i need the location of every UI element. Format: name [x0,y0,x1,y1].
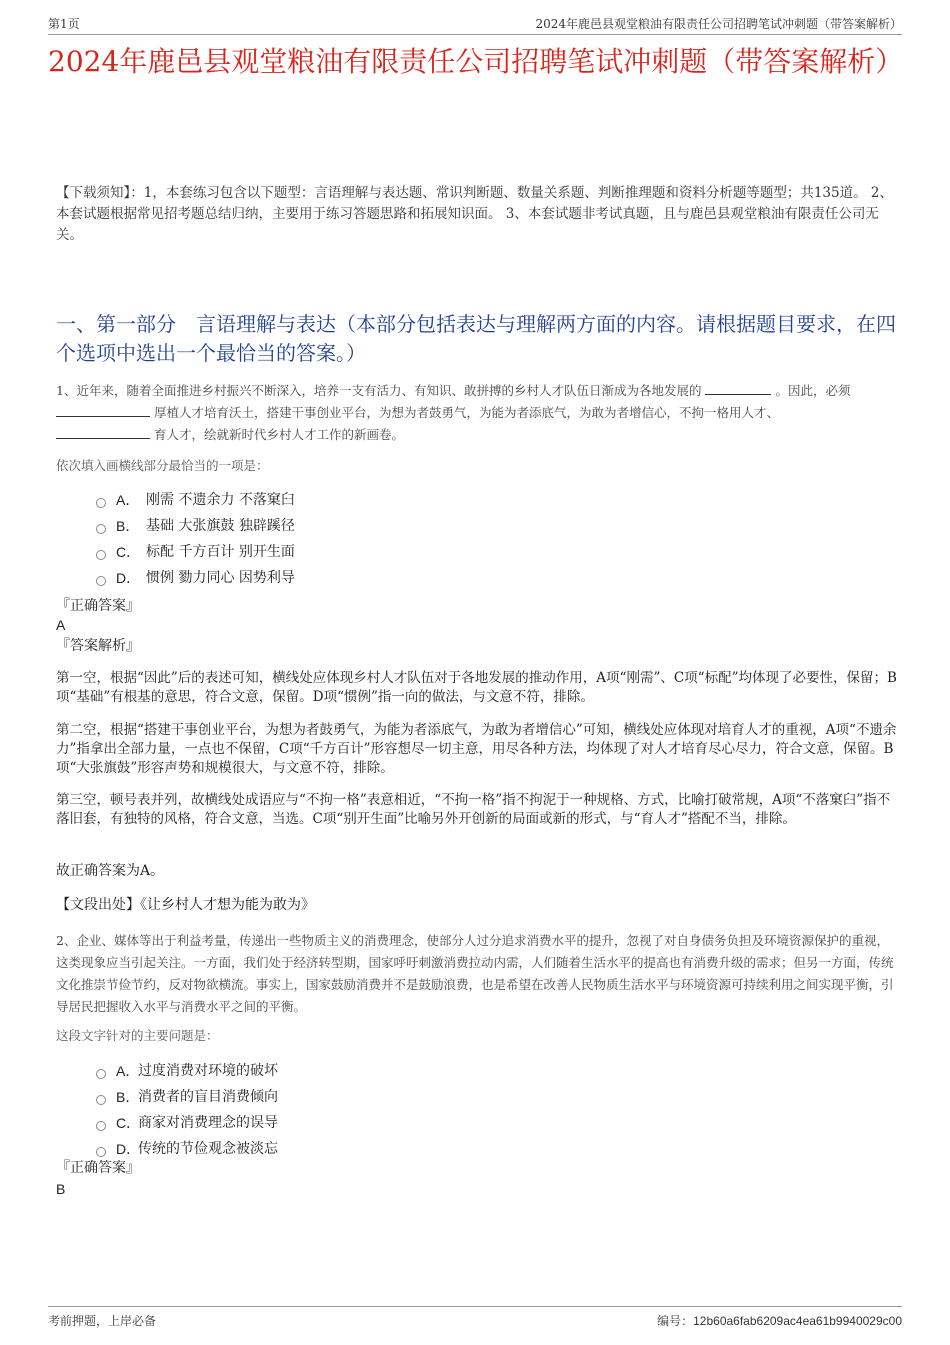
footer-slogan: 考前押题，上岸必备 [48,1313,157,1328]
answer-blank-2 [56,403,150,417]
option-letter: D． [116,1141,141,1157]
question-1 [56,380,900,446]
correct-answer-label: 『正确答案』 [56,598,140,614]
option-letter: D． [116,570,141,586]
radio-icon[interactable] [96,576,106,586]
question-1-prompt: 依次填入画横线部分最恰当的一项是： [56,458,269,473]
option-c[interactable] [96,539,900,565]
option-b[interactable] [96,513,900,539]
option-text: 商家对消费理念的误导 [138,1115,278,1131]
option-text: 刚需 不遗余力 不落窠臼 [146,492,295,508]
correct-answer: B [56,1181,66,1197]
analysis-label: 『答案解析』 [56,638,140,654]
option-letter: C． [116,544,141,560]
option-c[interactable] [96,1110,900,1136]
question-1-text-part: 厚植人才培育沃土，搭建干事创业平台，为想为者鼓勇气，为能为者添底气，为敢为者增信心，不拘一格用人才、 [153,405,779,420]
question-1-text-part: 1、近年来，随着全面推进乡村振兴不断深入，培养一支有活力、有知识、敢拼搏的乡村人才队伍日渐成为各地发展的 [56,383,702,398]
page-footer [48,1306,902,1333]
analysis-paragraph-1: 第一空，根据“因此”后的表述可知，横线处应体现乡村人才队伍对于各地发展的推动作用，A项“刚需”、C项“标配”均体现了必要性，保留；B项“基础”有根基的意思，符合文意，保留。D项“惯例”指一向的做法，与文意不符，排除。 [56,670,897,705]
header-doc-title: 2024年鹿邑县观堂粮油有限责任公司招聘笔试冲刺题（带答案解析） [535,17,902,31]
option-text: 消费者的盲目消费倾向 [138,1089,278,1105]
question-2-prompt: 这段文字针对的主要问题是： [56,1028,219,1043]
option-text: 过度消费对环境的破坏 [138,1063,278,1079]
analysis-conclusion: 故正确答案为A。 [56,863,165,879]
question-2-options [56,1058,900,1162]
option-text: 传统的节俭观念被淡忘 [138,1141,278,1157]
answer-blank-1 [705,381,771,395]
answer-blank-3 [56,425,150,439]
document-title: 2024年鹿邑县观堂粮油有限责任公司招聘笔试冲刺题（带答案解析） [48,45,904,78]
question-2-text: 2、企业、媒体等出于利益考量，传递出一些物质主义的消费理念，使部分人过分追求消费水平的提升，忽视了对自身债务负担及环境资源保护的重视，这类现象应当引起关注。一方面，我们处于经济转型期，国家呼吁刺激消费拉动内需，人们随着生活水平的提高也有消费升级的需求；但另一方面，传统文化推崇节俭节约，反对物欲横流。事实上，国家鼓励消费并不是鼓励浪费，也是希望在改善人民物质生活水平与环境资源可持续利用之间实现平衡，引导居民把握收入水平与消费水平之间的平衡。 [56,933,894,1014]
radio-icon[interactable] [96,524,106,534]
footer-code: 12b60a6fab6209ac4ea61b9940029c00 [693,1313,902,1328]
section-title: 一、第一部分 言语理解与表达（本部分包括表达与理解两方面的内容。请根据题目要求，在四个选项中选出一个最恰当的答案。） [56,312,896,365]
option-letter: B． [116,1089,140,1105]
footer-code-wrap [657,1312,902,1329]
question-1-text [56,380,900,446]
radio-icon[interactable] [96,1069,106,1079]
page-number: 第1页 [48,17,80,31]
option-letter: A． [116,492,140,508]
radio-icon[interactable] [96,1095,106,1105]
correct-answer-label: 『正确答案』 [56,1160,140,1176]
radio-icon[interactable] [96,550,106,560]
source-reference: 【文段出处】《让乡村人才想为能为敢为》 [56,897,315,913]
page-header [48,10,902,35]
option-d[interactable] [96,565,900,591]
option-text: 惯例 勠力同心 因势利导 [146,570,295,586]
analysis-paragraph-2: 第二空，根据“搭建干事创业平台，为想为者鼓勇气，为能为者添底气，为敢为者增信心”可知，横线处应体现对培育人才的重视，A项“不遗余力”指拿出全部力量，一点也不保留，C项“千方百计”形容想尽一切主意，用尽各种方法，均体现了对人才培育尽心尽力，符合文意，保留。B项“大张旗鼓”形容声势和规模很大，与文意不符，排除。 [56,722,897,776]
option-letter: B． [116,518,140,534]
correct-answer: A [56,617,66,633]
option-text: 标配 千方百计 别开生面 [146,544,295,560]
analysis-paragraph-3: 第三空，顿号表并列，故横线处成语应与“不拘一格”表意相近，“不拘一格”指不拘泥于一种规格、方式，比喻打破常规，A项“不落窠臼”指不落旧套，有独特的风格，符合文意，当选。C项“别开生面”比喻另外开创新的局面或新的形式，与“育人才”搭配不当，排除。 [56,792,891,827]
option-a[interactable] [96,1058,900,1084]
question-1-options [56,487,900,591]
download-notice: 【下载须知】：1，本套练习包含以下题型：言语理解与表达题、常识判断题、数量关系题、判断推理题和资料分析题等题型；共135道。 2、本套试题根据常见招考题总结归纳，主要用于练习答题思路和拓展知识面。 3、本套试题非考试真题，且与鹿邑县观堂粮油有限责任公司无关。 [56,185,893,243]
radio-icon[interactable] [96,1121,106,1131]
footer-code-label: 编号： [657,1313,694,1328]
option-text: 基础 大张旗鼓 独辟蹊径 [146,518,295,534]
option-a[interactable] [96,487,900,513]
radio-icon[interactable] [96,1147,106,1157]
radio-icon[interactable] [96,498,106,508]
option-letter: A． [116,1063,140,1079]
question-1-text-part: 育人才，绘就新时代乡村人才工作的新画卷。 [153,427,404,442]
option-b[interactable] [96,1084,900,1110]
question-1-text-part: 。因此，必须 [775,383,851,398]
option-letter: C． [116,1115,141,1131]
